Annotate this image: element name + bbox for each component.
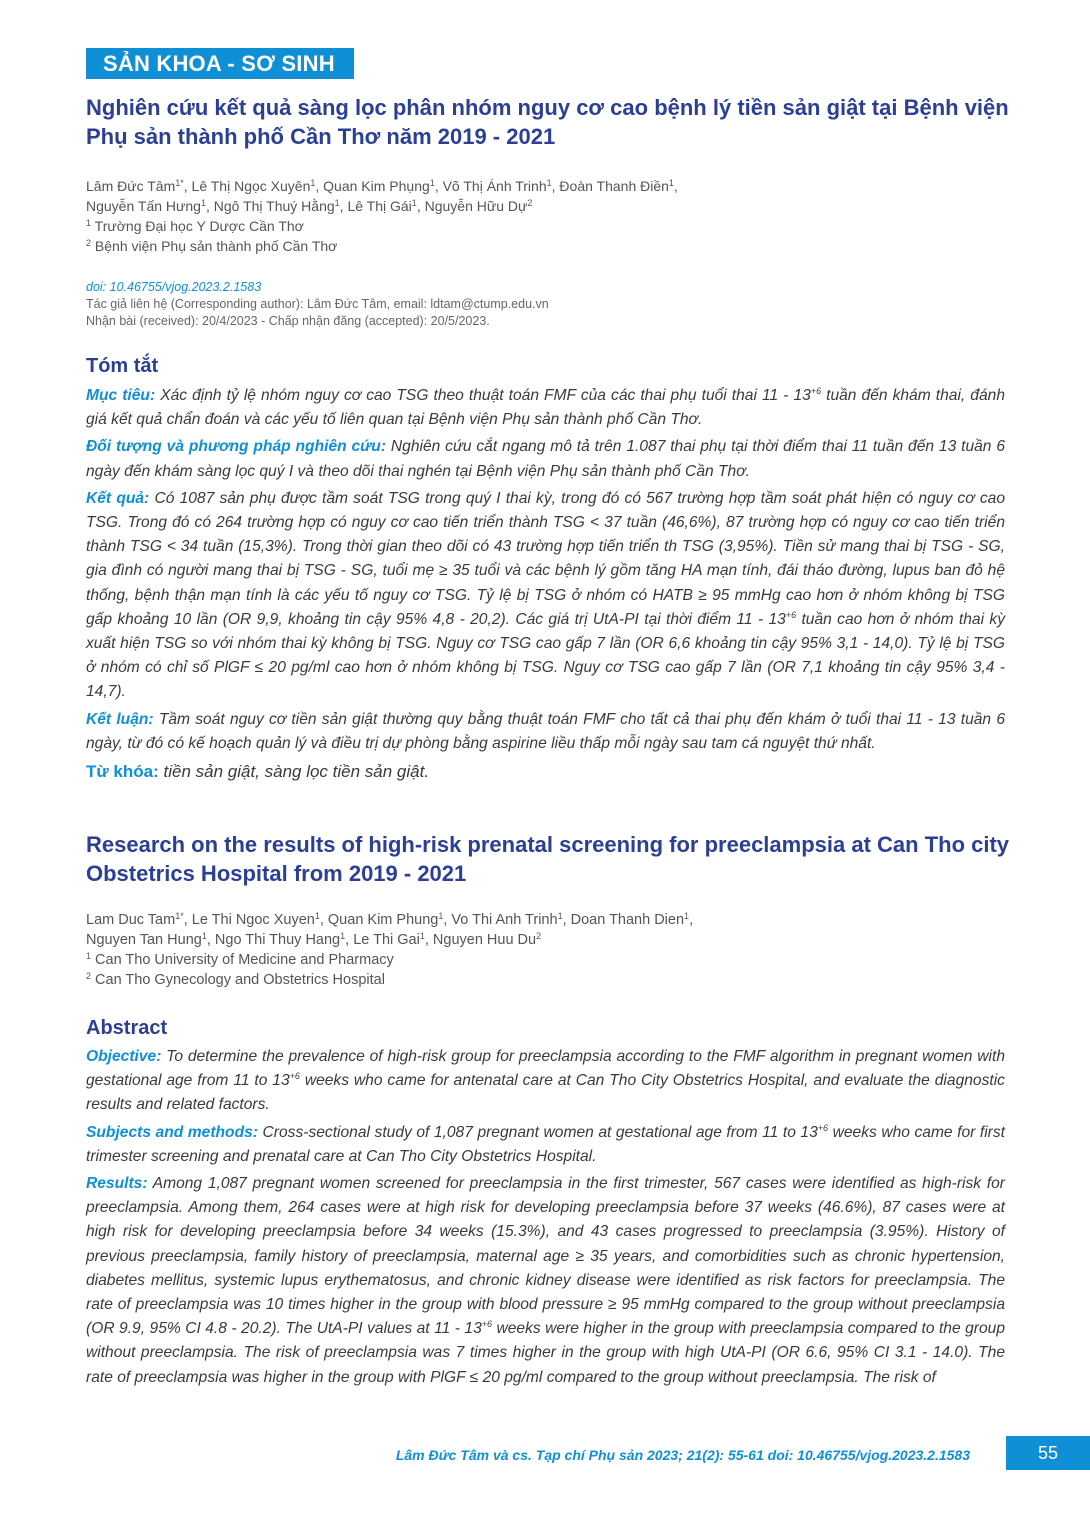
conclusion-paragraph: Kết luận: Tầm soát nguy cơ tiền sản giật thường quy bằng thuật toán FMF cho tất cả thai phụ đến khám ở tuổi thai 11 - 13 tuần 6 ngày, từ đó có kế hoạch quản lý và điều trị dự phòng bằng aspirine liều thấp mỗi ngày sau tam cá nguyệt thứ nhất. bbox=[86, 710, 1005, 752]
affiliation: $^1$ Can Tho University of Medicine and Pharmacy bbox=[86, 951, 394, 968]
affiliation: $^1$ Trường Đại học Y Dược Cần Thơ bbox=[86, 218, 304, 234]
received-date: Nhận bài (received): 20/4/2023 - Chấp nhận đăng (accepted): 20/5/2023. bbox=[86, 314, 490, 328]
abstract-vi bbox=[86, 384, 1005, 784]
author-line: Lâm Đức Tâm$^{1*}$, Lê Thị Ngọc Xuyên$^1$, Quan Kim Phụng$^1$, Võ Thị Ánh Trinh$^1$, Đoàn Thanh Điền$^1$, bbox=[86, 178, 678, 194]
corresponding-author: Tác giả liên hệ (Corresponding author): Lâm Đức Tâm, email: ldtam@ctump.edu.vn bbox=[86, 297, 549, 311]
authors-en bbox=[86, 910, 1006, 990]
abstract-en bbox=[86, 1045, 1005, 1393]
author-line: Nguyễn Tấn Hưng$^1$, Ngô Thị Thuý Hằng$^1$, Lê Thị Gái$^1$, Nguyễn Hữu Dự$^2$ bbox=[86, 198, 533, 214]
page-number: 55 bbox=[1006, 1436, 1090, 1470]
results-paragraph: Kết quả: Có 1087 sản phụ được tầm soát TSG trong quý I thai kỳ, trong đó có 567 trường hợp tầm soát phát hiện có nguy cơ cao TSG. Trong đó có 264 trường hợp có nguy cơ cao tiến triển thành TSG < 37 tuần (46,6%), 87 trường hợp có nguy cơ cao tiến triển thành TSG < 34 tuần (15,3%). Trong thời gian theo dõi có 43 trường hợp tiến triển th TSG (3,95%). Tiền sử mang thai bị TSG - SG, gia đình có người mang thai bị TSG - SG, tuổi mẹ ≥ 35 tuổi và các bệnh lý gồm tăng HA mạn tính, đái tháo đường, lupus ban đỏ hệ thống, bệnh thận mạn tính là các yếu tố nguy cơ TSG. Tỷ lệ bị TSG ở nhóm có HATB ≥ 95 mmHg cao hơn ở nhóm không bị TSG gấp khoảng 10 lần (OR 9,9, khoảng tin cậy 95% 4,8 - 20,2). Các giá trị UtA-PI tại thời điểm $11 - 13^{+6}$ tuần cao hơn ở nhóm thai kỳ xuất hiện TSG so với nhóm thai kỳ không bị TSG. Nguy cơ TSG cao gấp 7 lần (OR 6,6 khoảng tin cậy 95% 3,1 - 14,0). Tỷ lệ bị TSG ở nhóm có chỉ số PlGF ≤ 20 pg/ml cao hơn ở nhóm không bị TSG. Nguy cơ TSG cao gấp 7 lần (OR 7,1 khoảng tin cậy 95% 3,4 - 14,7). bbox=[86, 489, 1005, 701]
affiliation: $^2$ Bệnh viện Phụ sản thành phố Cần Thơ bbox=[86, 238, 338, 254]
objective-paragraph: Mục tiêu: Xác định tỷ lệ nhóm nguy cơ cao TSG theo thuật toán FMF của các thai phụ tuổi thai $11 - 13^{+6}$ tuần đến khám thai, đánh giá kết quả chẩn đoán và các yếu tố liên quan tại Bệnh viện Phụ sản thành phố Cần Thơ. bbox=[86, 386, 1005, 429]
article-meta bbox=[86, 279, 549, 330]
section-tag: SẢN KHOA - SƠ SINH bbox=[86, 48, 354, 79]
article-title-vi: Nghiên cứu kết quả sàng lọc phân nhóm nguy cơ cao bệnh lý tiền sản giật tại Bệnh viện Phụ sản thành phố Cần Thơ năm 2019 - 2021 bbox=[86, 95, 1009, 149]
article-title-en: Research on the results of high-risk prenatal screening for preeclampsia at Can Tho city Obstetrics Hospital from 2019 - 2021 bbox=[86, 832, 1010, 886]
authors-vi bbox=[86, 176, 1006, 256]
methods-paragraph: Đối tượng và phương pháp nghiên cứu: Nghiên cứu cắt ngang mô tả trên 1.087 thai phụ tại thời điểm thai 11 tuần đến 13 tuần 6 ngày đến khám sàng lọc quý I và theo dõi thai nghén tại Bệnh viện Phụ sản thành phố Cần Thơ. bbox=[86, 438, 1006, 480]
heading-abstract-en: Abstract bbox=[86, 1017, 168, 1039]
results-paragraph: Results: Among 1,087 pregnant women screened for preeclampsia in the first trimester, 567 cases were identified as high-risk for preeclampsia. Among them, 264 cases were at high risk for developing preeclampsia before 37 weeks (46.6%), 87 cases were at high risk for developing preeclampsia before 34 weeks (15.3%), and 43 cases progressed to preeclampsia (3.95%). History of previous preeclampsia, family history of preeclampsia, maternal age ≥ 35 years, and comorbidities such as chronic hypertension, diabetes mellitus, systemic lupus erythematosus, and chronic kidney disease were identified as risk factors for preeclampsia. The rate of preeclampsia was 10 times higher in the group with blood pressure ≥ 95 mmHg compared to the group without preeclampsia (OR 9.9, 95% CI 4.8 - 20.2). The UtA-PI values at $11 - 13^{+6}$ weeks were higher in the group with preeclampsia compared to the group without preeclampsia. The risk of preeclampsia was 7 times higher in the group with high UtA-PI (OR 6.6, 95% CI 3.1 - 14.0). The rate of preeclampsia was higher in the group with PlGF ≤ 20 pg/ml compared to the group without preeclampsia. The risk of bbox=[86, 1175, 1006, 1386]
objective-paragraph: Objective: To determine the prevalence of high-risk group for preeclampsia according to the FMF algorithm in pregnant women with gestational age from 11 to $13^{+6}$ weeks who came for antenatal care at Can Tho City Obstetrics Hospital, and evaluate the diagnostic results and related factors. bbox=[86, 1048, 1005, 1114]
methods-paragraph: Subjects and methods: Cross-sectional study of 1,087 pregnant women at gestational age from 11 to $13^{+6}$ weeks who came for first trimester screening and prenatal care at Can Tho City Obstetrics Hospital. bbox=[86, 1122, 1006, 1165]
footer-citation: Lâm Đức Tâm và cs. Tạp chí Phụ sản 2023; 21(2): 55-61 doi: 10.46755/vjog.2023.2.1583 bbox=[395, 1447, 970, 1463]
author-line: Lam Duc Tam$^{1*}$, Le Thi Ngoc Xuyen$^1$, Quan Kim Phung$^1$, Vo Thi Anh Trinh$^1$, Doan Thanh Dien$^1$, bbox=[86, 911, 694, 928]
doi-link[interactable]: doi: 10.46755/vjog.2023.2.1583 bbox=[86, 280, 262, 294]
keywords-paragraph: Từ khóa: tiền sản giật, sàng lọc tiền sản giật. bbox=[86, 762, 430, 782]
author-line: Nguyen Tan Hung$^1$, Ngo Thi Thuy Hang$^1$, Le Thi Gai$^1$, Nguyen Huu Du$^2$ bbox=[86, 931, 542, 948]
heading-summary-vi: Tóm tắt bbox=[86, 355, 159, 377]
affiliation: $^2$ Can Tho Gynecology and Obstetrics Hospital bbox=[86, 971, 385, 988]
